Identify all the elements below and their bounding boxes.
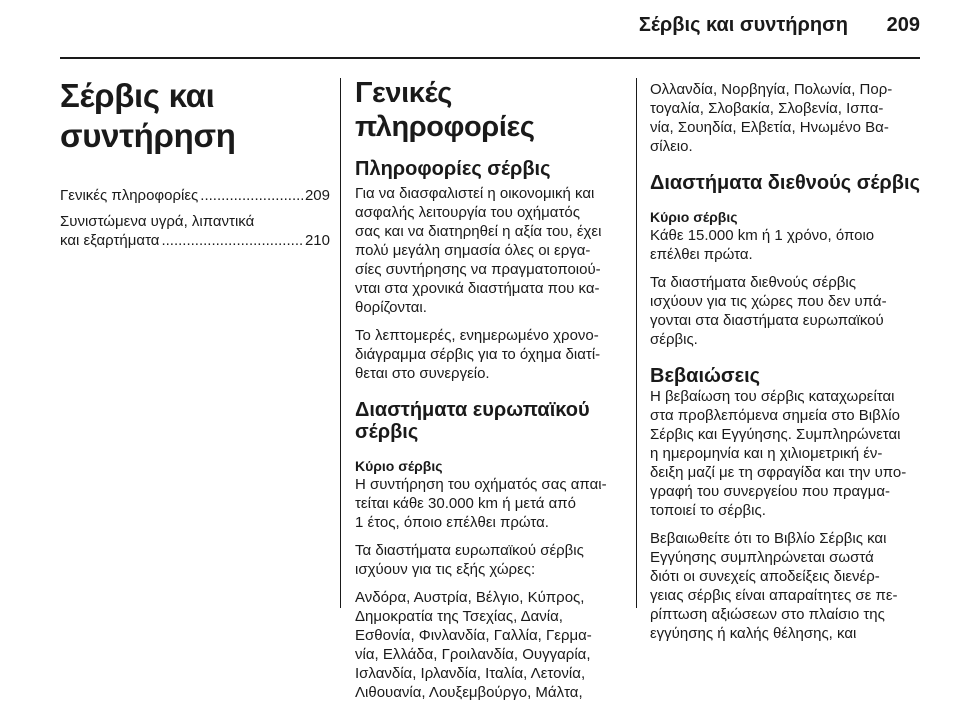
service-book-paragraph: Βεβαιωθείτε ότι το Βιβλίο Σέρβις και Εγγύησης συμπληρώνεται σωστά διότι οι συνεχείς αποδείξεις διενέρ- γειας σέρβις είναι απαραίτητες σε πε- ρίπτωση αξιώσεων στο πλαίσιο της εγγύησης ή καλής θέλησης, και	[650, 530, 898, 642]
eu-countries-intro: Τα διαστήματα ευρωπαϊκού σέρβις ισχύουν για τις εξής χώρες:	[355, 542, 584, 578]
intl-countries-paragraph: Τα διαστήματα διεθνούς σέρβις ισχύουν για τις χώρες που δεν υπά- γονται στα διαστήματα ευρωπαϊκού σέρβις.	[650, 274, 887, 348]
service-info-heading: Πληροφορίες σέρβις	[355, 158, 551, 180]
chapter-column	[60, 76, 330, 257]
table-of-contents	[60, 186, 330, 250]
toc-entry-label-continued: και εξαρτήματα	[60, 232, 160, 249]
eu-countries-list-continued: Ολλανδία, Νορβηγία, Πολωνία, Πορ- τογαλία, Σλοβακία, Σλοβενία, Ισπα- νία, Σουηδία, Ελβετία, Ηνωμένο Βα- σίλειο.	[650, 81, 893, 155]
toc-leader-dots	[161, 231, 303, 250]
intervals-column	[650, 80, 926, 643]
header-rule	[60, 57, 920, 59]
running-header-title: Σέρβις και συντήρηση	[638, 14, 848, 36]
column-divider-right	[636, 78, 637, 608]
intl-main-service-heading: Κύριο σέρβις	[650, 209, 738, 225]
section-title: Γενικές πληροφορίες	[355, 77, 535, 143]
toc-entry-label: Γενικές πληροφορίες	[60, 187, 199, 204]
chapter-title: Σέρβις και συντήρηση	[60, 77, 236, 154]
eu-main-service-paragraph: Η συντήρηση του οχήματός σας απαι- τείται κάθε 30.000 km ή μετά από 1 έτος, όποιο επέλθει πρώτα.	[355, 476, 607, 531]
service-schedule-paragraph: Το λεπτομερές, ενημερωμένο χρονο- διάγραμμα σέρβις για το όχημα διατί- θεται στο συνεργείο.	[355, 327, 601, 382]
toc-entry-general-info[interactable]	[60, 186, 330, 205]
column-divider-left	[340, 78, 341, 608]
service-info-paragraph: Για να διασφαλιστεί η οικονομική και ασφαλής λειτουργία του οχήματός σας και να διατηρηθεί η αξία του, έχει πολύ μεγάλη σημασία όλες οι εργα- σίες συντήρησης να πραγματοποιού- νται στα χρονικά διαστήματα που κα- θορίζονται.	[355, 185, 602, 316]
toc-entry-page: 210	[304, 232, 330, 249]
eu-main-service-heading: Κύριο σέρβις	[355, 458, 443, 474]
toc-leader-dots	[200, 186, 303, 205]
general-info-column	[355, 76, 625, 702]
eu-intervals-heading: Διαστήματα ευρωπαϊκού σέρβις	[355, 399, 590, 443]
confirmations-heading: Βεβαιώσεις	[650, 365, 761, 387]
intl-intervals-heading: Διαστήματα διεθνούς σέρβις	[650, 172, 920, 194]
toc-entry-label: Συνιστώμενα υγρά, λιπαντικά	[60, 213, 255, 230]
page-number: 209	[886, 14, 920, 36]
intl-main-service-paragraph: Κάθε 15.000 km ή 1 χρόνο, όποιο επέλθει πρώτα.	[650, 227, 875, 263]
confirmations-paragraph: Η βεβαίωση του σέρβις καταχωρείται στα προβλεπόμενα σημεία στο Βιβλίο Σέρβις και Εγγύησης. Συμπληρώνεται η ημερομηνία και η χιλιομετρική έν- δειξη μαζί με τη σφραγίδα και την υπο- γραφή του συνεργείου που πραγμα- τοποιεί το σέρβις.	[650, 388, 907, 519]
toc-entry-page: 209	[304, 187, 330, 204]
eu-countries-list: Ανδόρα, Αυστρία, Βέλγιο, Κύπρος, Δημοκρατία της Τσεχίας, Δανία, Εσθονία, Φινλανδία, Γαλλία, Γερμα- νία, Ελλάδα, Γροιλανδία, Ουγγαρία, Ισλανδία, Ιρλανδία, Ιταλία, Λετονία, Λιθουανία, Λουξεμβούργο, Μάλτα,	[355, 589, 592, 701]
toc-entry-fluids-lubricants[interactable]	[60, 212, 330, 250]
